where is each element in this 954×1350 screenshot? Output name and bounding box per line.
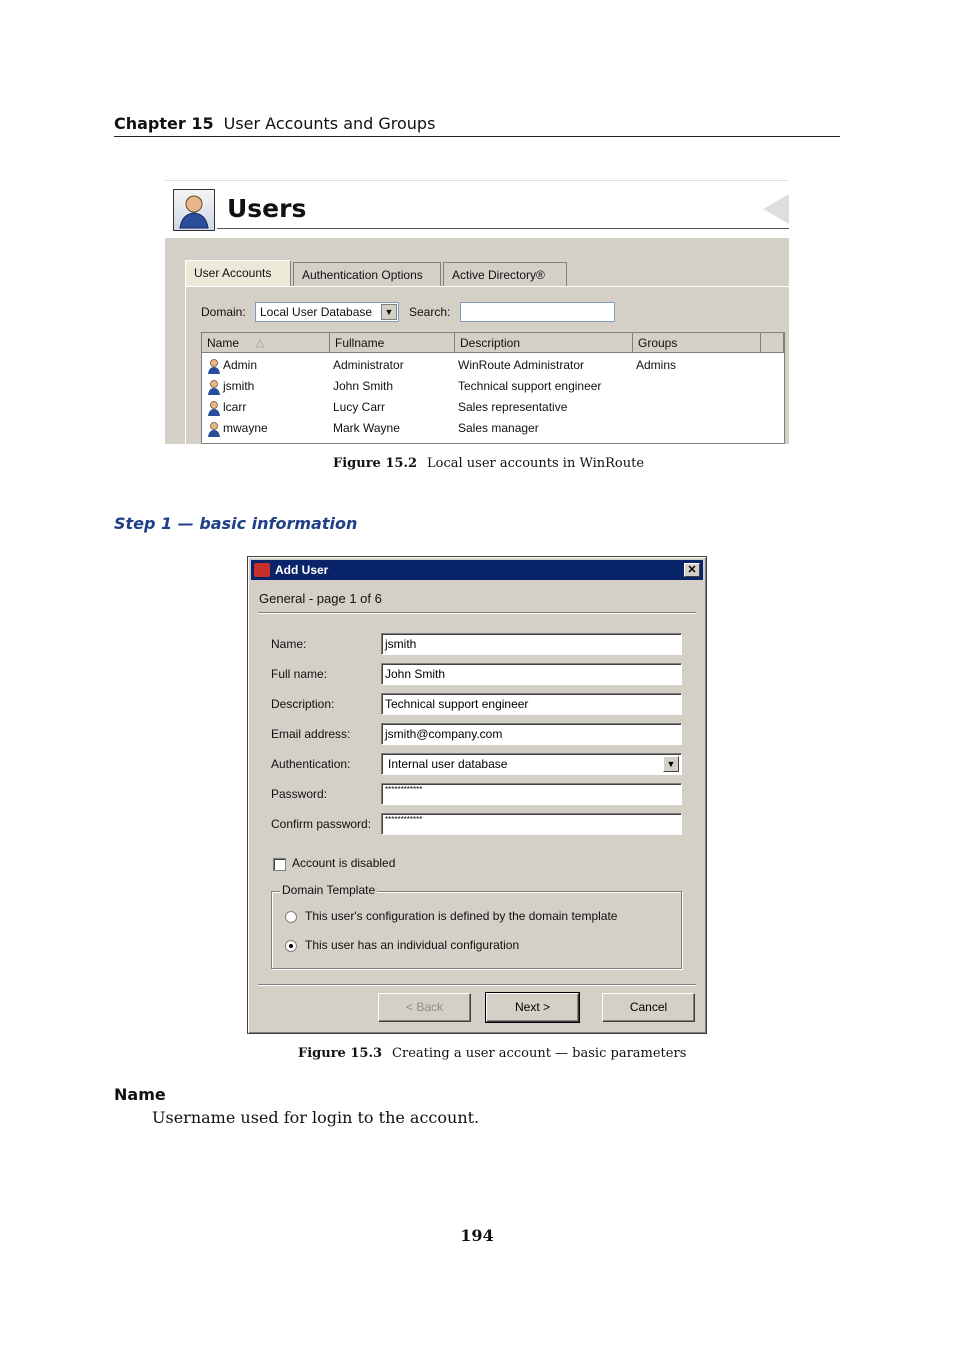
app-icon — [254, 563, 270, 577]
authentication-label: Authentication: — [271, 757, 351, 771]
next-button[interactable]: Next > — [486, 993, 579, 1022]
back-button[interactable]: < Back — [378, 993, 471, 1022]
search-input[interactable] — [460, 302, 615, 322]
separator — [258, 984, 696, 986]
account-disabled-label[interactable]: Account is disabled — [292, 856, 396, 870]
users-icon — [173, 189, 215, 231]
step-heading: Step 1 — basic information — [114, 514, 358, 533]
add-user-dialog — [247, 556, 707, 1034]
cell-groups: Admins — [636, 358, 677, 372]
cell-description: Sales manager — [458, 421, 539, 435]
description-field[interactable]: Technical support engineer — [381, 693, 682, 715]
column-header-fullname[interactable]: Fullname — [330, 333, 455, 353]
cell-fullname: Lucy Carr — [333, 400, 386, 414]
page-number: 194 — [460, 1226, 494, 1245]
tab-user-accounts[interactable]: User Accounts — [185, 260, 291, 287]
name-description: Username used for login to the account. — [152, 1108, 480, 1127]
password-label: Password: — [271, 787, 328, 801]
cell-description: WinRoute Administrator — [458, 358, 585, 372]
column-header-groups[interactable]: Groups — [633, 333, 761, 353]
separator — [258, 612, 696, 614]
account-disabled-checkbox[interactable] — [273, 858, 286, 871]
confirm-password-label: Confirm password: — [271, 817, 372, 831]
domain-template-radio-label[interactable]: This user's configuration is defined by the domain template — [305, 909, 618, 923]
name-label: Name: — [271, 637, 307, 651]
domain-template-radio[interactable] — [285, 911, 297, 923]
table-header — [202, 333, 784, 353]
dialog-title: Add User — [275, 563, 329, 577]
chapter-header — [114, 114, 840, 137]
caption-text: Creating a user account — basic parameters — [392, 1046, 687, 1061]
user-icon — [207, 421, 221, 437]
cell-fullname: Mark Wayne — [333, 421, 400, 435]
tab-active-directory[interactable]: Active Directory® — [443, 262, 567, 286]
column-header-name[interactable]: Name △ — [202, 333, 330, 353]
search-label: Search: — [409, 305, 451, 319]
caption-text: Local user accounts in WinRoute — [427, 456, 645, 471]
domain-label: Domain: — [201, 305, 246, 319]
users-table — [201, 332, 785, 444]
cell-name: jsmith — [223, 379, 255, 393]
cell-fullname: John Smith — [333, 379, 394, 393]
user-icon — [207, 358, 221, 374]
cell-description: Technical support engineer — [458, 379, 602, 393]
users-title: Users — [227, 194, 307, 223]
table-row[interactable] — [202, 355, 784, 376]
users-screenshot — [165, 180, 789, 444]
dialog-subtitle: General - page 1 of 6 — [259, 591, 382, 606]
domain-template-label: Domain Template — [282, 883, 376, 897]
column-header-extra — [761, 333, 784, 353]
cell-name: Admin — [223, 358, 258, 372]
authentication-select[interactable] — [381, 753, 682, 775]
name-field[interactable]: jsmith — [381, 633, 682, 655]
cell-name: mwayne — [223, 421, 268, 435]
sort-ascending-icon: △ — [256, 337, 265, 349]
fullname-label: Full name: — [271, 667, 328, 681]
table-row[interactable] — [202, 418, 784, 439]
email-label: Email address: — [271, 727, 351, 741]
table-row[interactable] — [202, 397, 784, 418]
confirm-password-field[interactable]: ************ — [381, 813, 682, 835]
caption-number: Figure 15.3 — [298, 1046, 383, 1061]
individual-config-radio[interactable] — [285, 940, 297, 952]
individual-config-radio-label[interactable]: This user has an individual configuration — [305, 938, 520, 952]
cell-name: lcarr — [223, 400, 247, 414]
password-field[interactable]: ************ — [381, 783, 682, 805]
tab-authentication-options[interactable]: Authentication Options — [293, 262, 441, 286]
dialog-titlebar[interactable] — [251, 560, 703, 580]
domain-select-value: Local User Database — [260, 305, 373, 319]
authentication-select-value: Internal user database — [388, 757, 508, 771]
column-header-description[interactable]: Description — [455, 333, 633, 353]
figure-caption-15-2 — [333, 456, 644, 471]
cell-fullname: Administrator — [333, 358, 404, 372]
domain-select[interactable] — [255, 302, 399, 322]
name-heading: Name — [114, 1085, 166, 1104]
user-icon — [207, 379, 221, 395]
chevron-down-icon[interactable]: ▼ — [663, 756, 679, 772]
cell-description: Sales representative — [458, 400, 568, 414]
chapter-number: Chapter 15 — [114, 114, 214, 133]
domain-template-group — [271, 883, 682, 969]
decorative-arrow-icon — [763, 194, 789, 224]
cancel-button[interactable]: Cancel — [602, 993, 695, 1022]
fullname-field[interactable]: John Smith — [381, 663, 682, 685]
table-row[interactable] — [202, 376, 784, 397]
chapter-title: User Accounts and Groups — [223, 114, 436, 133]
user-icon — [207, 400, 221, 416]
users-header — [165, 180, 789, 238]
close-icon[interactable]: ✕ — [684, 563, 700, 577]
caption-number: Figure 15.2 — [333, 456, 418, 471]
figure-caption-15-3 — [298, 1046, 686, 1061]
description-label: Description: — [271, 697, 335, 711]
email-field[interactable]: jsmith@company.com — [381, 723, 682, 745]
chevron-down-icon[interactable]: ▼ — [381, 304, 397, 320]
